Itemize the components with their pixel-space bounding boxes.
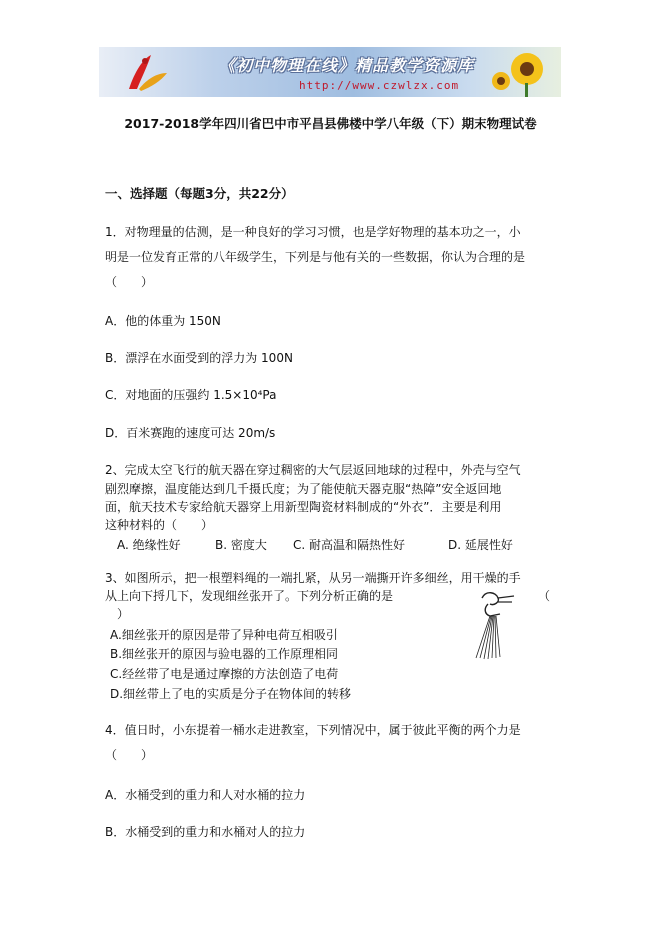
site-logo-icon [121,51,171,93]
q2-line: 这种材料的（ ） [105,518,214,532]
q3-line: 3、如图所示，把一根塑料绳的一端扎紧，从另一端撕开许多细丝，用干燥的手 [105,571,521,585]
q2-line: 面，航天技术专家给航天器穿上用新型陶瓷材料制成的“外衣”．主要是利用 [105,500,502,514]
q3-line: 从上向下捋几下，发现细丝张开了。下列分析正确的是 [105,589,394,603]
hand-plastic-strand-figure [470,588,520,660]
q4-line: 4．值日时，小东提着一桶水走进教室，下列情况中，属于彼此平衡的两个力是 [105,723,521,737]
q4-line: （ ） [105,748,154,762]
banner-url: http://www.czwlzx.com [299,79,460,92]
q3-paren: （ [538,589,551,603]
q4-option-a: A．水桶受到的重力和人对水桶的拉力 [105,788,306,802]
sunflower-icon [487,47,557,97]
q2-line: 2、完成太空飞行的航天器在穿过稠密的大气层返回地球的过程中，外壳与空气 [105,463,521,477]
q3-option-a: A.细丝张开的原因是带了异种电荷互相吸引 [110,628,338,642]
q1-option-d: D．百米赛跑的速度可达 20m/s [105,426,276,440]
q3-option-b: B.细丝张开的原因与验电器的工作原理相同 [110,647,339,661]
q1-line: 1．对物理量的估测，是一种良好的学习习惯，也是学好物理的基本功之一，小 [105,225,521,239]
q1-option-b: B．漂浮在水面受到的浮力为 100N [105,351,293,365]
q2-option-b: B. 密度大 [215,538,267,552]
banner-title: 《初中物理在线》精品教学资源库 [219,56,475,75]
q1-line: （ ） [105,275,154,289]
q2-line: 剧烈摩擦，温度能达到几千摄氏度；为了能使航天器克服“热障”安全返回地 [105,482,502,496]
section-heading: 一、选择题（每题3分，共22分） [105,186,294,201]
q1-option-c: C．对地面的压强约 1.5×10⁴Pa [105,388,277,402]
q3-option-d: D.细丝带上了电的实质是分子在物体间的转移 [110,687,352,701]
q2-option-d: D. 延展性好 [448,538,513,552]
q2-options [117,537,513,553]
q3-line: ） [117,607,130,621]
q1-option-a: A．他的体重为 150N [105,314,221,328]
header-banner [99,47,561,97]
q2-option-c: C. 耐高温和隔热性好 [293,538,406,552]
q4-option-b: B．水桶受到的重力和水桶对人的拉力 [105,825,306,839]
q2-option-a: A. 绝缘性好 [117,538,181,552]
q3-option-c: C.经丝带了电是通过摩擦的方法创造了电荷 [110,667,339,681]
q1-line: 明是一位发育正常的八年级学生，下列是与他有关的一些数据，你认为合理的是 [105,250,526,264]
document-title: 2017-2018学年四川省巴中市平昌县佛楼中学八年级（下）期末物理试卷 [124,116,537,131]
